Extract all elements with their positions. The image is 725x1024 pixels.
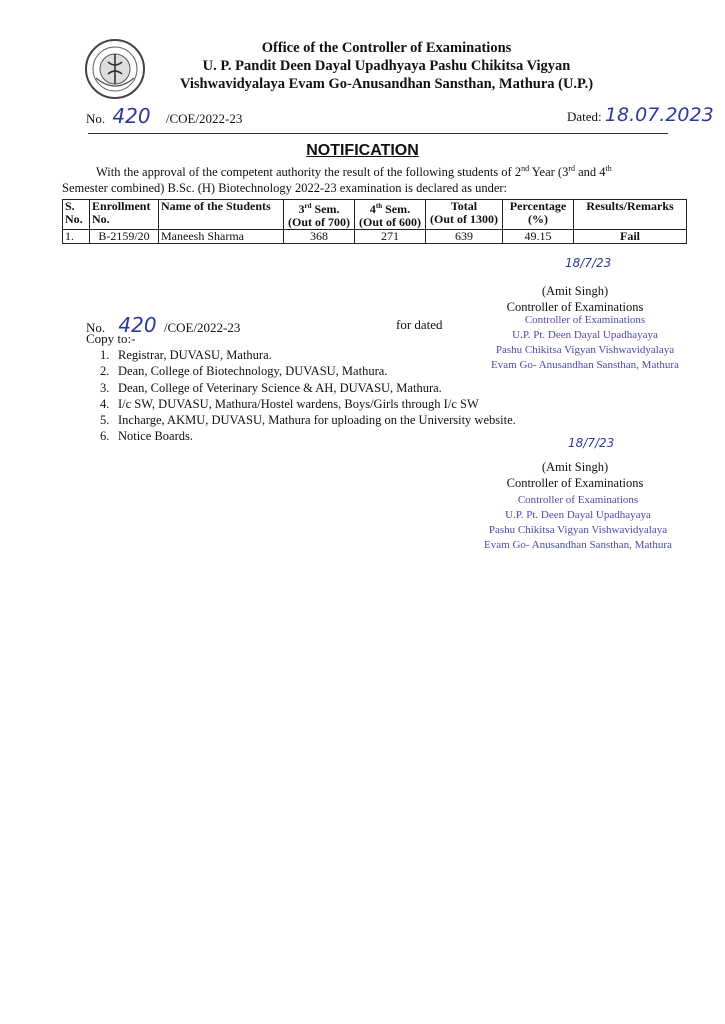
list-item: 6. Notice Boards. [100,429,193,444]
stamp1-line1: Controller of Examinations [524,314,646,326]
copy-no-label: No. [86,320,106,335]
para-sup-nd: nd [521,164,530,173]
col-total: Total (Out of 1300) [426,200,503,230]
para-text-c: and 4 [575,165,606,180]
col-percentage: Percentage (%) [503,200,574,230]
signature-initials-2: 18/7/23 [568,436,615,450]
cell-sem3: 368 [284,230,355,244]
cell-total: 639 [426,230,503,244]
signatory-name-2: (Amit Singh) [541,460,609,474]
list-item: 1. Registrar, DUVASU, Mathura. [100,348,272,362]
table-header-row [63,200,687,230]
signature-block-1 [490,283,660,315]
notice-paragraph-line2: Semester combined) B.Sc. (H) Biotechnology 2022-23 examination is declared as under: [62,181,508,195]
col-sem4: 4th Sem. (Out of 600) [355,200,426,230]
ref-no-label: No. [86,111,106,126]
copy-to-list [100,347,516,445]
list-item: 4. I/c SW, DUVASU, Mathura/Hostel wardens, Boys/Girls through I/c SW [100,396,479,411]
stamp2-line4: Evam Go- Anusandhan Sansthan, Mathura [484,539,672,551]
list-item: 3. Dean, College of Veterinary Science & AH, DUVASU, Mathura. [100,380,442,395]
col-student-name: Name of the Students [159,200,284,230]
stamp2-line3: Pashu Chikitsa Vigyan Vishwavidyalaya [488,524,668,536]
cell-percentage: 49.15 [503,230,574,244]
stamp1-line3: Pashu Chikitsa Vigyan Vishwavidyalaya [495,344,675,356]
university-name-line2: Vishwavidyalaya Evam Go-Anusandhan Sansthan, Mathura (U.P.) [179,76,594,92]
notification-title-wrap [0,142,725,160]
signatory-designation-1: Controller of Examinations [506,300,644,314]
para-text-a: With the approval of the competent authority the result of the following students of 2 [96,165,522,180]
cell-sem4: 271 [355,230,426,244]
para-sup-th: th [605,164,612,173]
signatory-name-1: (Amit Singh) [541,284,609,298]
ref-no-handwritten: 420 [112,104,151,128]
cell-enrollment: B-2159/20 [90,230,159,244]
cell-student-name: Maneesh Sharma [159,230,284,244]
cell-result: Fail [574,230,687,244]
col-results-remarks: Results/Remarks [574,200,687,230]
copy-for-dated: for dated [396,317,443,332]
dated [567,104,714,126]
stamp1-line2: U.P. Pt. Deen Dayal Upadhayaya [512,329,658,341]
result-table [62,199,687,244]
cell-sno: 1. [63,230,90,244]
list-item: 5. Incharge, AKMU, DUVASU, Mathura for uploading on the University website. [100,413,516,428]
university-name-line1: U. P. Pandit Deen Dayal Upadhyaya Pashu Chikitsa Vigyan [202,58,571,74]
official-stamp-2 [463,493,693,553]
copy-no-suffix: /COE/2022-23 [163,320,241,335]
reference-number [86,104,242,128]
table-row [63,230,687,244]
col-sno: S. No. [63,200,90,230]
dated-label: Dated: [567,109,602,124]
list-item: 2. Dean, College of Biotechnology, DUVASU, Mathura. [100,364,388,379]
dated-handwritten: 18.07.2023 [604,104,714,126]
signature-block-2 [490,459,660,491]
signatory-designation-2: Controller of Examinations [506,476,644,490]
stamp2-line2: U.P. Pt. Deen Dayal Upadhayaya [505,509,651,521]
notification-title: NOTIFICATION [306,142,419,159]
signature-initials-1: 18/7/23 [565,256,612,270]
notice-paragraph-line1 [96,164,612,180]
copy-no-handwritten: 420 [118,313,157,337]
col-sem3: 3rd Sem. (Out of 700) [284,200,355,230]
copy-to-label: Copy to:- [86,331,136,346]
ref-no-suffix: /COE/2022-23 [165,111,243,126]
para-text-b: Year (3 [529,165,569,180]
stamp2-line1: Controller of Examinations [517,494,639,506]
stamp1-line4: Evam Go- Anusandhan Sansthan, Mathura [491,359,679,371]
header-divider [88,133,668,134]
para-sup-rd: rd [568,164,575,173]
office-title: Office of the Controller of Examinations [261,40,512,56]
col-enrollment: Enrollment No. [90,200,159,230]
